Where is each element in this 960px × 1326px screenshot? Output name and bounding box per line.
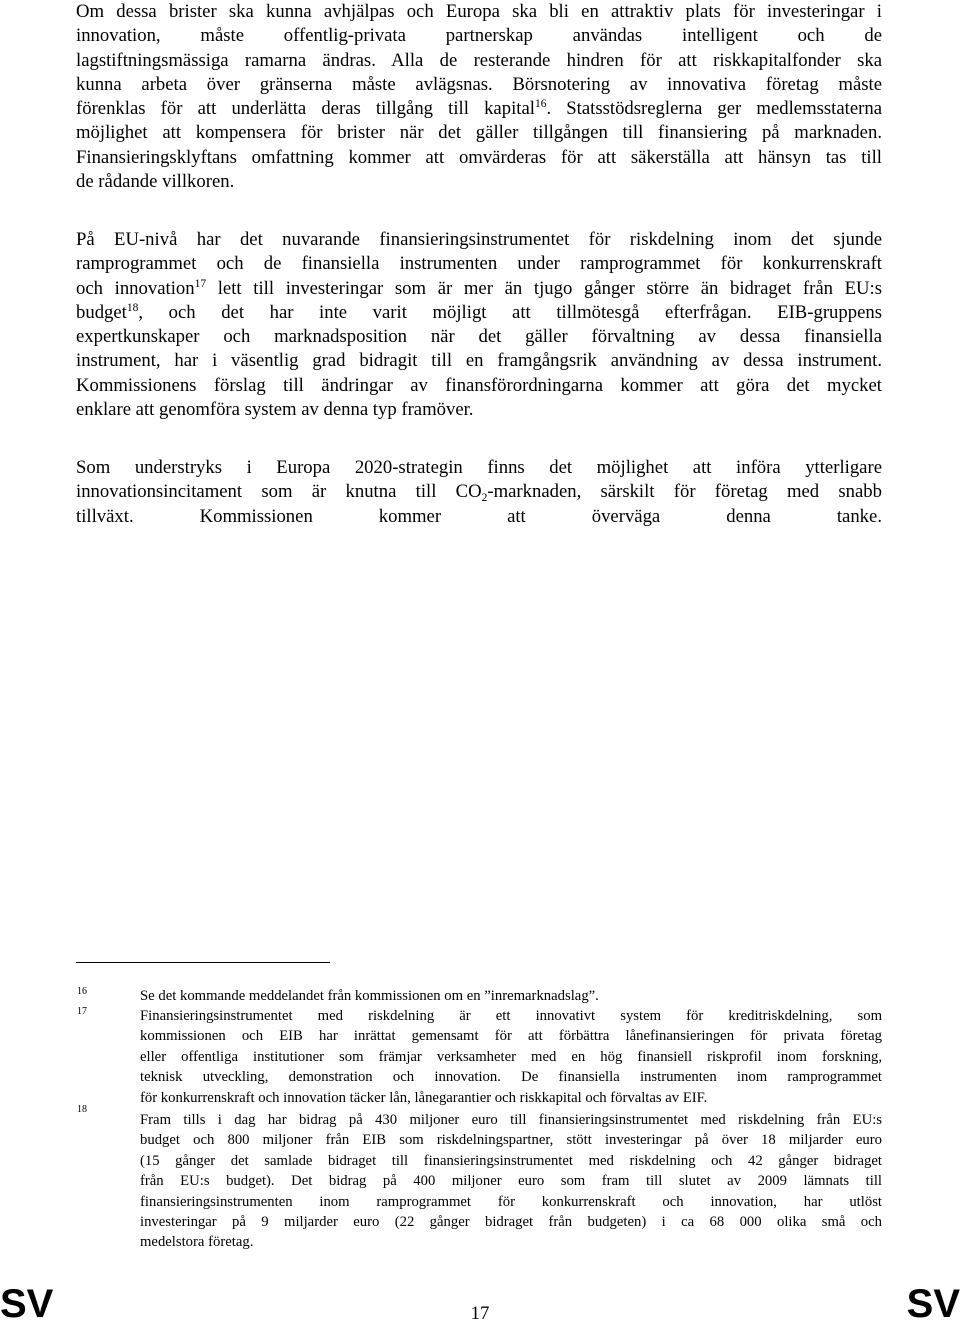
- text-line: tillväxt. Kommissionen kommer att överväga denna tanke.: [76, 505, 882, 527]
- language-code-right: SV: [906, 1282, 960, 1326]
- footnote-number: 16: [77, 986, 87, 997]
- paragraph-3: [76, 456, 882, 529]
- footnote-line: medelstora företag.: [140, 1234, 254, 1251]
- footnote-line: (15 gånger det samlade bidraget till finansieringsinstrumentet med riskdelning och 42 gånger bidraget: [140, 1152, 882, 1169]
- footnote-line: teknisk utveckling, demonstration och innovation. De finansiella instrumenten inom ramprogrammet: [140, 1069, 882, 1086]
- footnote-number: 17: [77, 1006, 87, 1017]
- footnote-line: eller offentliga institutioner som främjar verksamheter med en hög finansiell riskprofil inom forskning,: [140, 1048, 882, 1065]
- language-code-left: SV: [0, 1282, 54, 1326]
- text-segment: och innovation: [76, 277, 195, 299]
- text-line: [76, 277, 882, 301]
- footnote-text: [140, 1110, 882, 1253]
- text-segment: , och det har inte varit möjligt att tillmötesgå efterfrågan. EIB-gruppens: [138, 301, 882, 323]
- page-number: 17: [470, 1303, 490, 1324]
- text-line: [76, 301, 882, 325]
- footnote-line: investeringar på 9 miljarder euro (22 gånger bidraget från budgeten) i ca 68 000 olika små och: [140, 1214, 882, 1231]
- footnote-line: finansieringsinstrumenten inom ramprogrammet för konkurrenskraft och innovation, har utlöst: [140, 1193, 882, 1210]
- text-line: Finansieringsklyftans omfattning kommer att omvärderas för att säkerställa att hänsyn tas till: [76, 146, 882, 168]
- subscript: 2: [481, 492, 488, 505]
- footnote-line: Fram tills i dag har bidrag på 430 miljoner euro till finansieringsinstrumentet med riskdelning från EU:s: [140, 1112, 882, 1128]
- footnote-ref-18[interactable]: 18: [126, 301, 139, 314]
- footnote-number: 18: [77, 1104, 87, 1115]
- text-segment: budget: [76, 301, 127, 323]
- text-line: de rådande villkoren.: [76, 171, 235, 193]
- footnote-line: Se det kommande meddelandet från kommissionen om en ”inremarknadslag”.: [140, 988, 599, 1004]
- text-segment: lett till investeringar som är mer än tjugo gånger större än bidraget från EU:s: [206, 277, 882, 299]
- text-line: expertkunskaper och marknadsposition när det gäller förvaltning av dessa finansiella: [76, 326, 882, 348]
- text-line: enklare att genomföra system av denna typ framöver.: [76, 399, 474, 421]
- text-line: kunna arbeta över gränserna måste avlägsnas. Börsnotering av innovativa företag måste: [76, 73, 882, 95]
- text-segment: innovationsincitament som är knutna till CO: [76, 481, 482, 503]
- footnote-ref-17[interactable]: 17: [194, 277, 207, 290]
- text-segment: . Statsstödsreglerna ger medlemsstaterna: [546, 98, 882, 120]
- footnote-line: kommissionen och EIB har inrättat gemensamt för att förbättra lånefinansieringen för privata företag: [140, 1028, 882, 1045]
- text-line: [76, 97, 882, 121]
- paragraph-2: [76, 228, 882, 422]
- text-line: möjlighet att kompensera för brister när det gäller tillgången till finansiering på marknaden.: [76, 122, 882, 144]
- text-segment: förenklas för att underlätta deras tillgång till kapital: [76, 98, 535, 120]
- footnote-separator: [76, 962, 330, 963]
- footnote-line: budget och 800 miljoner från EIB som riskdelningspartner, stött investeringar på över 18 miljarder euro: [140, 1132, 882, 1149]
- footnote-ref-16[interactable]: 16: [534, 98, 547, 111]
- paragraph-1: [76, 0, 882, 194]
- text-line: innovation, måste offentlig-privata partnerskap användas intelligent och de: [76, 25, 882, 47]
- text-segment: -marknaden, särskilt för företag med snabb: [487, 481, 882, 503]
- text-line: instrument, har i väsentlig grad bidragit till en framgångsrik användning av dessa instrument.: [76, 350, 882, 372]
- text-line: Kommissionens förslag till ändringar av finansförordningarna kommer att göra det mycket: [76, 374, 882, 396]
- footnote-line: för konkurrenskraft och innovation täcker lån, lånegarantier och riskkapital och förvaltas av EIF.: [140, 1089, 708, 1106]
- footnote-text: [140, 986, 882, 1006]
- text-line: Om dessa brister ska kunna avhjälpas och Europa ska bli en attraktiv plats för investeringar i: [76, 1, 882, 22]
- text-line: Som understryks i Europa 2020-strategin finns det möjlighet att införa ytterligare: [76, 457, 882, 478]
- text-line: På EU-nivå har det nuvarande finansieringsinstrumentet för riskdelning inom det sjunde: [76, 229, 882, 250]
- text-line: ramprogrammet och de finansiella instrumenten under ramprogrammet för konkurrenskraft: [76, 253, 882, 275]
- footnote-line: Finansieringsinstrumentet med riskdelning är ett innovativt system för kreditriskdelning, som: [140, 1008, 882, 1024]
- footnote-text: [140, 1006, 882, 1108]
- text-line: [76, 480, 882, 504]
- text-line: lagstiftningsmässiga ramarna ändras. Alla de resterande hindren för att riskkapitalfonder ska: [76, 49, 882, 71]
- footnote-line: från EU:s budget). Det bidrag på 400 miljoner euro som fram till slutet av 2009 lämnats till: [140, 1173, 882, 1190]
